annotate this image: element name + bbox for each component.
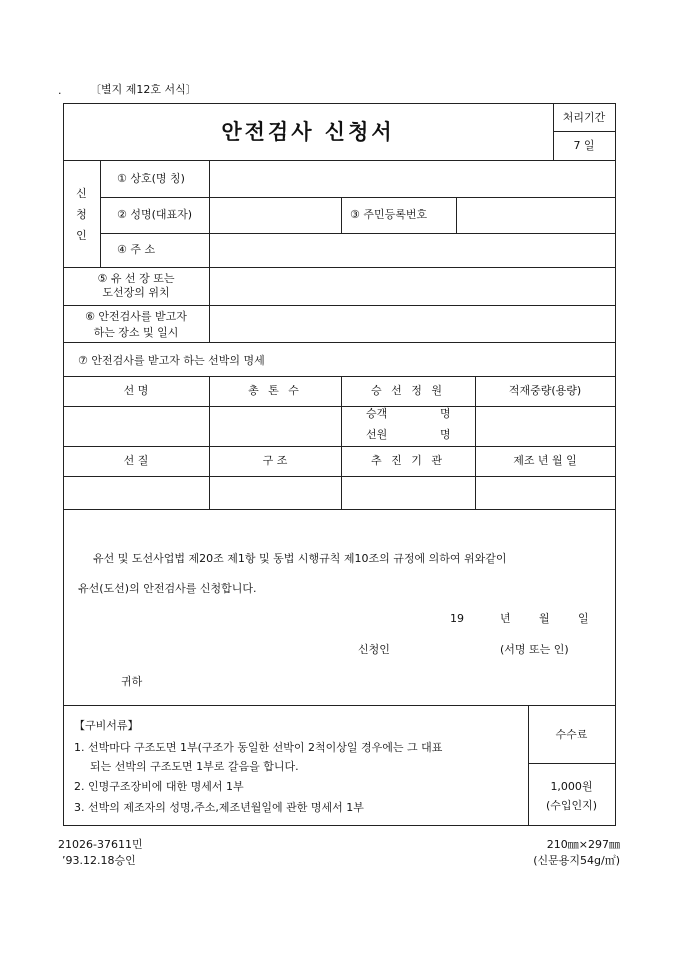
applicant-sign-label: 신청인: [358, 643, 390, 656]
documents-title: 【구비서류】: [74, 719, 139, 732]
documents-item-1-line-1: 1. 선박마다 구조도면 1부(구조가 동일한 선박이 2척이상일 경우에는 그 대표: [74, 741, 443, 754]
processing-period-value: 7 일: [573, 139, 595, 152]
header-capacity: 승 선 정 원: [371, 384, 445, 397]
address-field[interactable]: [211, 235, 613, 265]
address-label: ④ 주 소: [117, 243, 156, 256]
documents-item-2: 2. 인명구조장비에 대한 명세서 1부: [74, 780, 244, 793]
date-month-unit: 월: [539, 612, 550, 625]
form-number-label: 〔별지 제12호 서식〕: [90, 83, 197, 96]
documents-item-1-line-2: 되는 선박의 구조도면 1부로 갈음을 합니다.: [90, 760, 299, 773]
footer-code: 21026-37611민: [58, 838, 143, 851]
header-manufacture-date: 제조 년 월 일: [513, 454, 577, 467]
footer-paper-type: (신문용지54g/㎡): [533, 854, 620, 867]
inspection-place-field[interactable]: [211, 307, 613, 341]
header-gross-tonnage: 총 톤 수: [248, 384, 302, 397]
ship-section-title: ⑦ 안전검사를 받고자 하는 선박의 명세: [78, 354, 265, 367]
statement-line-1: 유선 및 도선사업법 제20조 제1항 및 동법 시행규칙 제10조의 규정에 의하여 위와같이: [93, 552, 507, 565]
applicant-label-2: 청: [76, 208, 87, 221]
statement-line-2: 유선(도선)의 안전검사를 신청합니다.: [78, 582, 257, 595]
signature-note: (서명 또는 인): [500, 643, 569, 656]
fee-note: (수입인지): [545, 799, 598, 812]
representative-name-label: ② 성명(대표자): [117, 208, 193, 221]
crew-label: 선원: [366, 428, 388, 441]
date-year-unit: 년: [500, 612, 511, 625]
fee-label: 수수료: [555, 728, 588, 741]
resident-number-label: ③ 주민등록번호: [350, 208, 428, 221]
inspection-place-label-2: 하는 장소 및 일시: [93, 326, 179, 339]
applicant-label-3: 인: [76, 229, 87, 242]
passenger-unit: 명: [440, 407, 451, 420]
header-structure: 구 조: [262, 454, 288, 467]
fee-amount: 1,000원: [550, 780, 593, 793]
passenger-label: 승객: [366, 407, 388, 420]
applicant-label-1: 신: [76, 187, 87, 200]
inspection-place-label-1: ⑥ 안전검사를 받고자: [85, 310, 187, 323]
business-name-label: ① 상호(명 칭): [117, 172, 185, 185]
processing-period-label: 처리기간: [562, 111, 606, 124]
header-propulsion: 추 진 기 관: [371, 454, 445, 467]
date-day-unit: 일: [578, 612, 589, 625]
addressee: 귀하: [121, 675, 143, 688]
footer-approval: ’93.12.18승인: [62, 854, 136, 867]
page-title: 안전검사 신청서: [221, 119, 395, 144]
documents-item-3: 3. 선박의 제조자의 성명,주소,제조년월일에 관한 명세서 1부: [74, 801, 364, 814]
header-hull-material: 선 질: [123, 454, 149, 467]
business-location-label-1: ⑤ 유 선 장 또는: [97, 272, 175, 285]
representative-name-field[interactable]: [211, 199, 339, 231]
business-name-field[interactable]: [211, 162, 613, 195]
resident-number-field[interactable]: [458, 199, 613, 231]
header-load-weight: 적재중량(용량): [508, 384, 582, 397]
business-location-field[interactable]: [211, 269, 613, 303]
footer-paper-size: 210㎜×297㎜: [546, 838, 620, 851]
form-dot: .: [58, 84, 62, 97]
crew-unit: 명: [440, 428, 451, 441]
header-ship-name: 선 명: [123, 384, 149, 397]
date-year: 19: [450, 612, 464, 625]
business-location-label-2: 도선장의 위치: [102, 286, 170, 299]
